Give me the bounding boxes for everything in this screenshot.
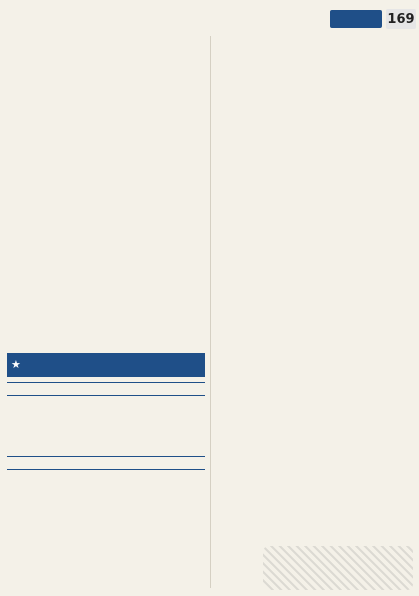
answer-paragraph	[215, 155, 413, 177]
mock-questions	[7, 49, 205, 346]
unit-badge	[330, 10, 382, 28]
answer-paragraph	[215, 205, 413, 227]
answer-paragraph	[215, 105, 413, 127]
answer-paragraph	[215, 180, 413, 202]
section-title-mock	[7, 34, 205, 46]
answer-paragraph	[215, 421, 413, 443]
mock-paragraph	[7, 299, 205, 321]
answer-paragraph	[215, 230, 413, 252]
answer-paragraph	[215, 371, 413, 393]
mock-paragraph	[7, 74, 205, 96]
knowledge-line	[7, 411, 205, 422]
lesson-heading-band	[7, 353, 205, 377]
answer-paragraph	[215, 496, 413, 518]
section-title-quick	[7, 426, 205, 438]
answer-paragraph	[215, 30, 413, 52]
mock-paragraph	[7, 124, 205, 146]
answer-paragraph	[215, 346, 413, 368]
mock-paragraph	[7, 99, 205, 121]
mock-paragraph	[7, 249, 205, 271]
answer-paragraph	[215, 130, 413, 152]
mock-paragraph	[7, 324, 205, 346]
answer-paragraph	[215, 321, 413, 343]
section-title-knowledge	[7, 382, 205, 396]
right-column	[215, 30, 413, 596]
mock-paragraph	[7, 199, 205, 221]
answer-paragraph	[215, 446, 413, 468]
mock-paragraph	[7, 49, 205, 71]
page-number: 169	[386, 9, 416, 29]
answer-paragraph	[215, 255, 413, 277]
answer-paragraph	[215, 80, 413, 102]
answer-paragraph	[215, 55, 413, 77]
links-paragraph	[7, 473, 205, 495]
continued-answers	[215, 30, 413, 302]
column-divider	[210, 36, 211, 588]
mock-paragraph	[7, 149, 205, 171]
section-title-links	[7, 456, 205, 470]
star-icon: ★	[11, 358, 21, 372]
mock-paragraph	[7, 224, 205, 246]
answer-paragraph	[215, 396, 413, 418]
watermark-logo	[263, 546, 413, 590]
answer-paragraph	[215, 471, 413, 493]
answer-paragraph	[215, 280, 413, 302]
left-column	[7, 30, 205, 596]
answer-paragraph	[215, 521, 413, 543]
mock-paragraph	[7, 274, 205, 296]
mock-paragraph	[7, 174, 205, 196]
knowledge-line	[7, 399, 205, 410]
section-title-basic	[215, 306, 413, 318]
quick-answer-line	[7, 441, 205, 452]
links-paragraph	[7, 498, 205, 520]
